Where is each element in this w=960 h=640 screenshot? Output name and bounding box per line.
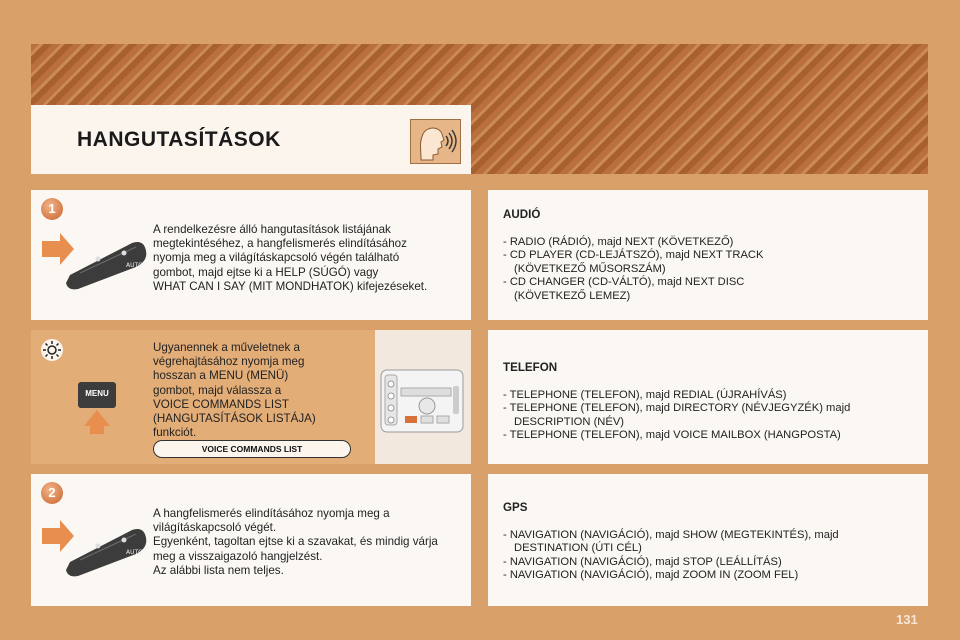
command-line: - NAVIGATION (NAVIGÁCIÓ), majd STOP (LEÁLLÍTÁS) (503, 555, 782, 568)
voice-commands-list-button[interactable]: VOICE COMMANDS LIST (153, 440, 351, 458)
page-number: 131 (896, 612, 918, 627)
svg-text:AUTO: AUTO (126, 262, 143, 269)
step2-text: A hangfelismerés elindításához nyomja meg a világításkapcsoló végét. Egyenként, tagoltan ejtse ki a szavakat, és mindig várja meg a visszaigazoló hangjelzést. Az alábbi lista nem teljes. (153, 507, 438, 577)
gps-heading: GPS (503, 501, 528, 514)
command-line: DESTINATION (ÚTI CÉL) (514, 542, 642, 555)
menu-key-label: MENU (85, 389, 109, 398)
step-badge-2: 2 (41, 482, 63, 504)
command-line: - NAVIGATION (NAVIGÁCIÓ), majd SHOW (MEGTEKINTÉS), majd (503, 529, 839, 541)
voice-speaking-icon (410, 119, 461, 164)
page-title: HANGUTASÍTÁSOK (77, 128, 281, 151)
command-line: - RADIO (RÁDIÓ), majd NEXT (KÖVETKEZŐ) (503, 236, 734, 248)
command-line: (KÖVETKEZŐ MŰSORSZÁM) (514, 262, 666, 275)
gps-commands (503, 529, 839, 583)
sun-icon (40, 338, 64, 362)
command-line: - CD PLAYER (CD-LEJÁTSZÓ), majd NEXT TRACK (503, 249, 764, 262)
command-line: - TELEPHONE (TELEFON), majd REDIAL (ÚJRAHÍVÁS) (503, 389, 787, 401)
audio-unit-illustration (375, 330, 471, 464)
command-line: - TELEPHONE (TELEFON), majd DIRECTORY (NÉVJEGYZÉK) majd (503, 402, 851, 415)
command-line: - TELEPHONE (TELEFON), majd VOICE MAILBOX (HANGPOSTA) (503, 429, 841, 442)
svg-text:AUTO: AUTO (126, 549, 143, 556)
command-line: (KÖVETKEZŐ LEMEZ) (514, 289, 631, 302)
step1-text: A rendelkezésre álló hangutasítások listájának megtekintéséhez, a hangfelismerés elindításához nyomja meg a világításkapcsoló végén található gombot, majd ejtse ki a HELP (SÚGÓ) vagy WHAT CAN I SAY (MIT MONDHATOK) kifejezéseket. (153, 223, 428, 293)
audio-commands (503, 236, 763, 303)
lighting-stalk-end-illustration (40, 512, 152, 580)
step-badge-1: 1 (41, 198, 63, 220)
telefon-heading: TELEFON (503, 361, 558, 374)
telefon-commands (503, 389, 850, 443)
command-line: - CD CHANGER (CD-VÁLTÓ), majd NEXT DISC (503, 276, 745, 289)
menu-key (76, 380, 118, 436)
audio-unit-panel (375, 330, 471, 464)
command-line: DESCRIPTION (NÉV) (514, 415, 625, 428)
tip-text: Ugyanennek a műveletnek a végrehajtásához nyomja meg hosszan a MENU (MENÜ) gombot, majd válassza a VOICE COMMANDS LIST (HANGUTASÍTÁSOK LISTÁJA) funkciót. (153, 341, 316, 440)
command-line: - NAVIGATION (NAVIGÁCIÓ), majd ZOOM IN (ZOOM FEL) (503, 569, 799, 582)
audio-heading: AUDIÓ (503, 208, 541, 221)
lighting-stalk-illustration (40, 225, 152, 293)
